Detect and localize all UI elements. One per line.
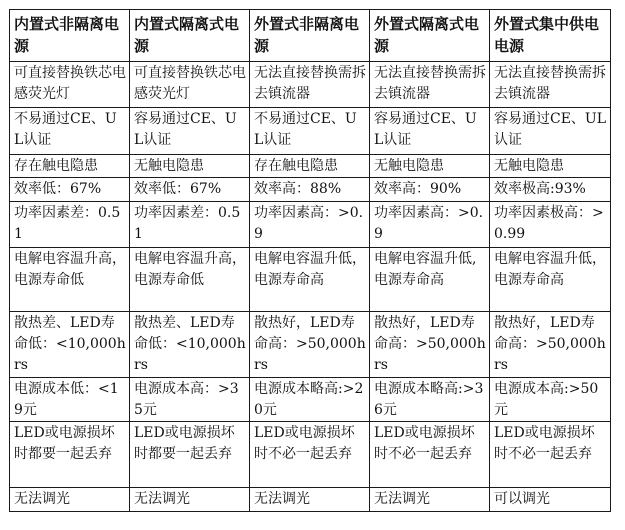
table-cell: 无触电隐患 xyxy=(490,155,611,178)
table-cell: 存在触电隐患 xyxy=(10,155,130,178)
table-row xyxy=(10,202,611,248)
table-cell: 电解电容温升低,电源寿命高 xyxy=(370,248,490,312)
table-cell: 功率因素高：>0.9 xyxy=(250,202,370,248)
table-cell: 存在触电隐患 xyxy=(250,155,370,178)
table-cell: 电源成本略高:>20元 xyxy=(250,378,370,422)
table-cell: 电解电容温升高，电源寿命低 xyxy=(130,248,250,312)
table-cell: 不易通过CE、UL认证 xyxy=(250,108,370,155)
table-cell: 散热差、LED寿命低：<10,000hrs xyxy=(10,312,130,378)
table-cell: LED或电源损坏时不必一起丢弃 xyxy=(490,422,611,488)
table-cell: LED或电源损坏时都要一起丢弃 xyxy=(130,422,250,488)
table-cell: 效率低：67% xyxy=(10,178,130,202)
table-cell: 散热好，LED寿命高：>50,000hrs xyxy=(250,312,370,378)
table-cell: 效率高：88% xyxy=(250,178,370,202)
header-row xyxy=(10,10,611,62)
table-cell: 无法直接替换需拆去镇流器 xyxy=(250,62,370,108)
table-cell: 散热好，LED寿命高：>50,000hrs xyxy=(490,312,611,378)
table-cell: 无法调光 xyxy=(10,488,130,512)
table-row xyxy=(10,248,611,312)
table-cell: 无法直接替换需拆去镇流器 xyxy=(370,62,490,108)
table-cell: 无法直接替换需拆去镇流器 xyxy=(490,62,611,108)
column-header: 内置式隔离式电源 xyxy=(130,10,250,62)
column-header: 内置式非隔离电源 xyxy=(10,10,130,62)
table-cell: 功率因素差：0.51 xyxy=(10,202,130,248)
table-row xyxy=(10,422,611,488)
table-cell: 电源成本高：>35元 xyxy=(130,378,250,422)
table-cell: 容易通过CE、UL认证 xyxy=(490,108,611,155)
table-cell: 无触电隐患 xyxy=(370,155,490,178)
power-supply-comparison-table xyxy=(9,9,611,512)
table-cell: 无法调光 xyxy=(130,488,250,512)
table-cell: 电解电容温升高，电源寿命低 xyxy=(10,248,130,312)
table-cell: 无法调光 xyxy=(370,488,490,512)
table-cell: 电源成本高:>50元 xyxy=(490,378,611,422)
table-row xyxy=(10,488,611,512)
column-header: 外置式非隔离电源 xyxy=(250,10,370,62)
column-header: 外置式隔离式电源 xyxy=(370,10,490,62)
table-cell: 电源成本低：<19元 xyxy=(10,378,130,422)
table-row xyxy=(10,178,611,202)
table-cell: 效率低：67% xyxy=(130,178,250,202)
table-row xyxy=(10,155,611,178)
table-row xyxy=(10,378,611,422)
column-header: 外置式集中供电电源 xyxy=(490,10,611,62)
table-cell: 可直接替换铁芯电感荧光灯 xyxy=(10,62,130,108)
table-cell: 无触电隐患 xyxy=(130,155,250,178)
table-cell: 可直接替换铁芯电感荧光灯 xyxy=(130,62,250,108)
table-cell: 散热差、LED寿命低：<10,000hrs xyxy=(130,312,250,378)
table-row xyxy=(10,62,611,108)
table-cell: 电解电容温升低，电源寿命高 xyxy=(490,248,611,312)
table-cell: LED或电源损坏时都要一起丢弃 xyxy=(10,422,130,488)
table-cell: 散热好，LED寿命高：>50,000hrs xyxy=(370,312,490,378)
table-cell: 无法调光 xyxy=(250,488,370,512)
table-cell: 不易通过CE、UL认证 xyxy=(10,108,130,155)
table-row xyxy=(10,312,611,378)
table-row xyxy=(10,108,611,155)
table-cell: 效率高：90% xyxy=(370,178,490,202)
table-cell: 容易通过CE、UL认证 xyxy=(370,108,490,155)
table-cell: 效率极高:93% xyxy=(490,178,611,202)
table-cell: LED或电源损坏时不必一起丢弃 xyxy=(370,422,490,488)
table-cell: 功率因素高：>0.9 xyxy=(370,202,490,248)
table-cell: 功率因素差：0.51 xyxy=(130,202,250,248)
table-cell: 容易通过CE、UL认证 xyxy=(130,108,250,155)
table-cell: LED或电源损坏时不必一起丢弃 xyxy=(250,422,370,488)
table-cell: 电解电容温升低，电源寿命高 xyxy=(250,248,370,312)
table-cell: 功率因素极高：>0.99 xyxy=(490,202,611,248)
table-cell: 电源成本略高:>36元 xyxy=(370,378,490,422)
table-cell: 可以调光 xyxy=(490,488,611,512)
